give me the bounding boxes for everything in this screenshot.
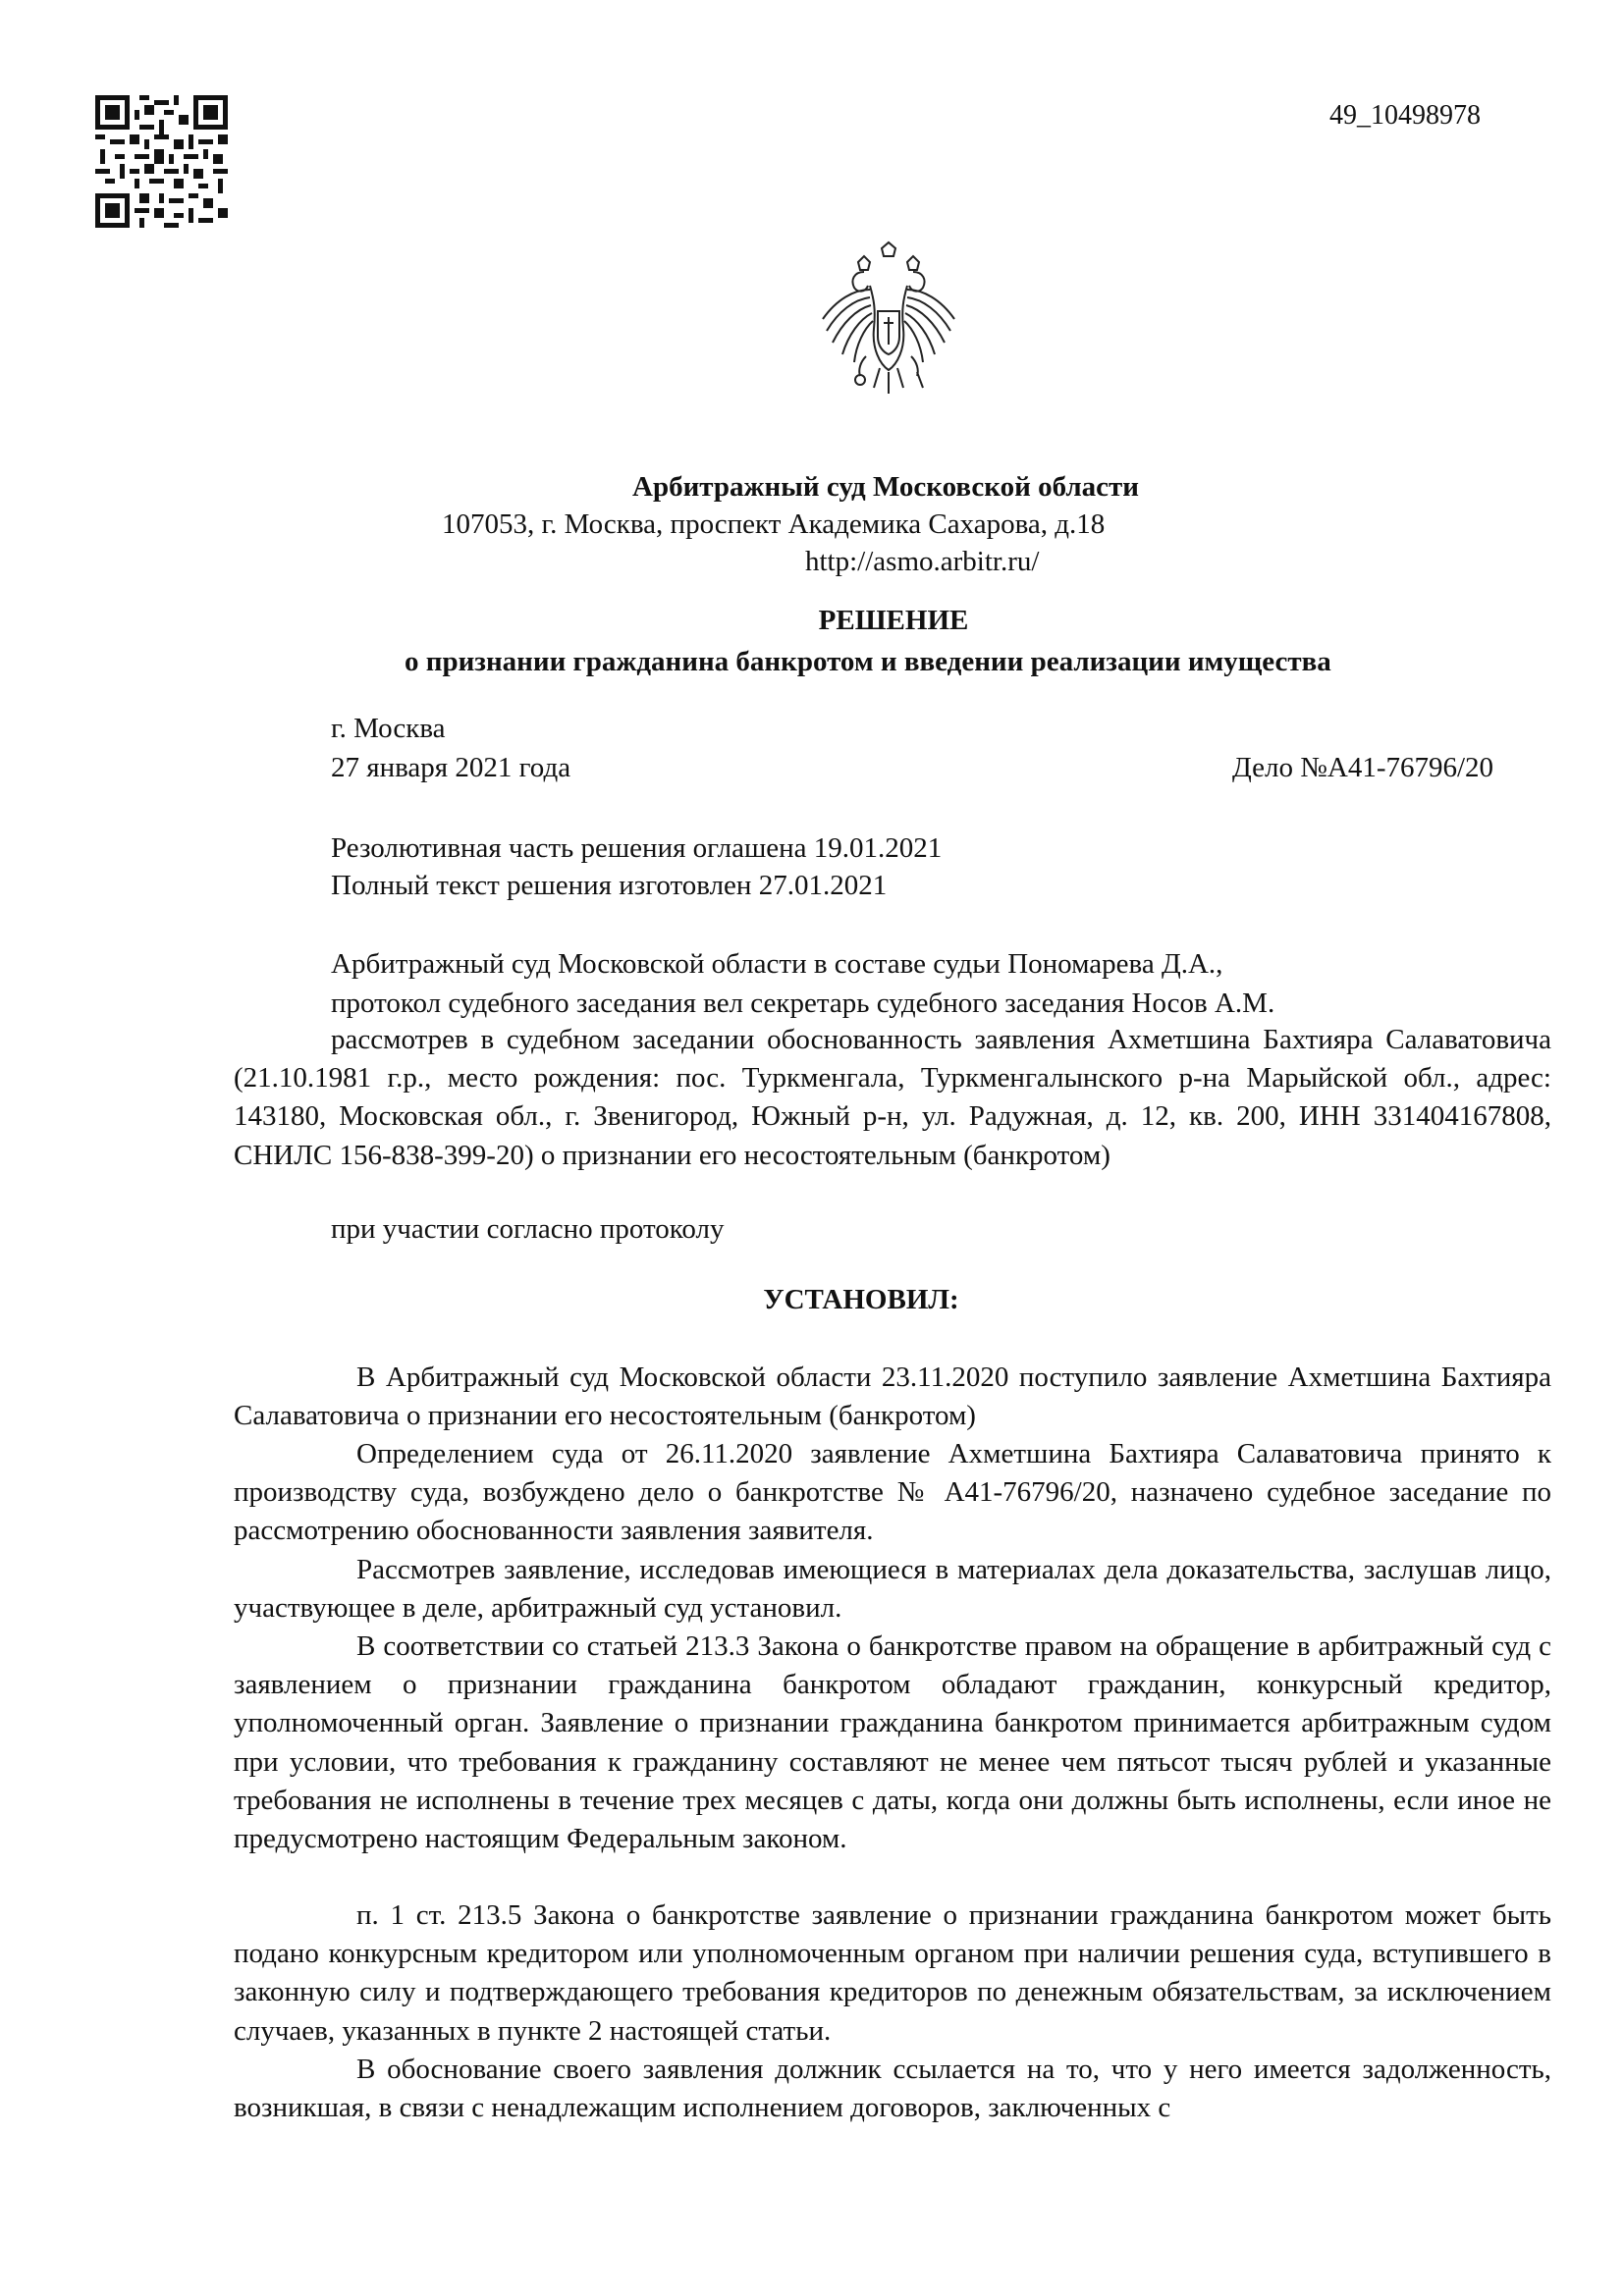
considering-paragraph: рассмотрев в судебном заседании обоснованность заявления Ахметшина Бахтияра Салаватовича (21.10.1981 г.р., место рождения: пос. Туркменгала, Туркменгалынского р-на Марыйской обл., адрес: 143180, Московская обл., г. Звенигород, Южный р-н, ул. Радужная, д. 12, кв. 200, ИНН 331404167808, СНИЛС 156-838-399-20) о признании его несостоятельным (банкротом) (234, 1024, 1551, 1171)
city: г. Москва (331, 713, 446, 744)
paragraph: В Арбитражный суд Московской области 23.11.2020 поступило заявление Ахметшина Бахтияра Салаватовича о признании его несостоятельным (банкротом) (234, 1362, 1551, 1432)
court-name: Арбитражный суд Московской области (632, 471, 1139, 503)
case-number: Дело №А41-76796/20 (1232, 752, 1494, 783)
coat-of-arms-icon (815, 240, 962, 402)
full-text-date: Полный текст решения изготовлен 27.01.2021 (331, 870, 888, 901)
paragraph: Рассмотрев заявление, исследовав имеющиеся в материалах дела доказательства, заслушав лицо, участвующее в деле, арбитражный суд установил. (234, 1554, 1551, 1625)
decision-date: 27 января 2021 года (331, 752, 571, 783)
document-subject: о признании гражданина банкротом и введении реализации имущества (405, 646, 1331, 677)
operative-part-date: Резолютивная часть решения оглашена 19.01.2021 (331, 832, 943, 864)
document-id: 49_10498978 (1329, 100, 1481, 131)
document-type: РЕШЕНИЕ (818, 605, 969, 636)
court-website[interactable]: http://asmo.arbitr.ru/ (805, 546, 1040, 577)
qr-code-icon (95, 95, 228, 228)
paragraph: п. 1 ст. 213.5 Закона о банкротстве заявление о признании гражданина банкротом может быть подано конкурсным кредитором или уполномоченным органом при наличии решения суда, вступившего в законную силу и подтверждающего требования кредиторов по денежным обязательствам, за исключением случаев, указанных в пункте 2 настоящей статьи. (234, 1899, 1551, 2047)
court-address: 107053, г. Москва, проспект Академика Сахарова, д.18 (442, 508, 1106, 540)
paragraph: В обоснование своего заявления должник ссылается на то, что у него имеется задолженность, возникшая, в связи с ненадлежащим исполнением договоров, заключенных с (234, 2054, 1551, 2124)
court-secretary: протокол судебного заседания вел секретарь судебного заседания Носов А.М. (331, 988, 1275, 1019)
section-title-established: УСТАНОВИЛ: (763, 1284, 959, 1315)
paragraph: В соответствии со статьей 213.3 Закона о банкротстве правом на обращение в арбитражный суд с заявлением о признании гражданина банкротом обладают гражданин, конкурсный кредитор, уполномоченный орган. Заявление о признании гражданина банкротом принимается арбитражным судом при условии, что требования к гражданину составляют не менее чем пятьсот тысяч рублей и указанные требования не исполнены в течение трех месяцев с даты, когда они должны быть исполнены, если иное не предусмотрено настоящим Федеральным законом. (234, 1630, 1551, 1855)
paragraph: Определением суда от 26.11.2020 заявление Ахметшина Бахтияра Салаватовича принято к производству суда, возбуждено дело о банкротстве № А41-76796/20, назначено судебное заседание по рассмотрению обоснованности заявления заявителя. (234, 1438, 1551, 1547)
participation: при участии согласно протоколу (331, 1213, 725, 1245)
court-composition: Арбитражный суд Московской области в составе судьи Пономарева Д.А., (331, 948, 1223, 980)
